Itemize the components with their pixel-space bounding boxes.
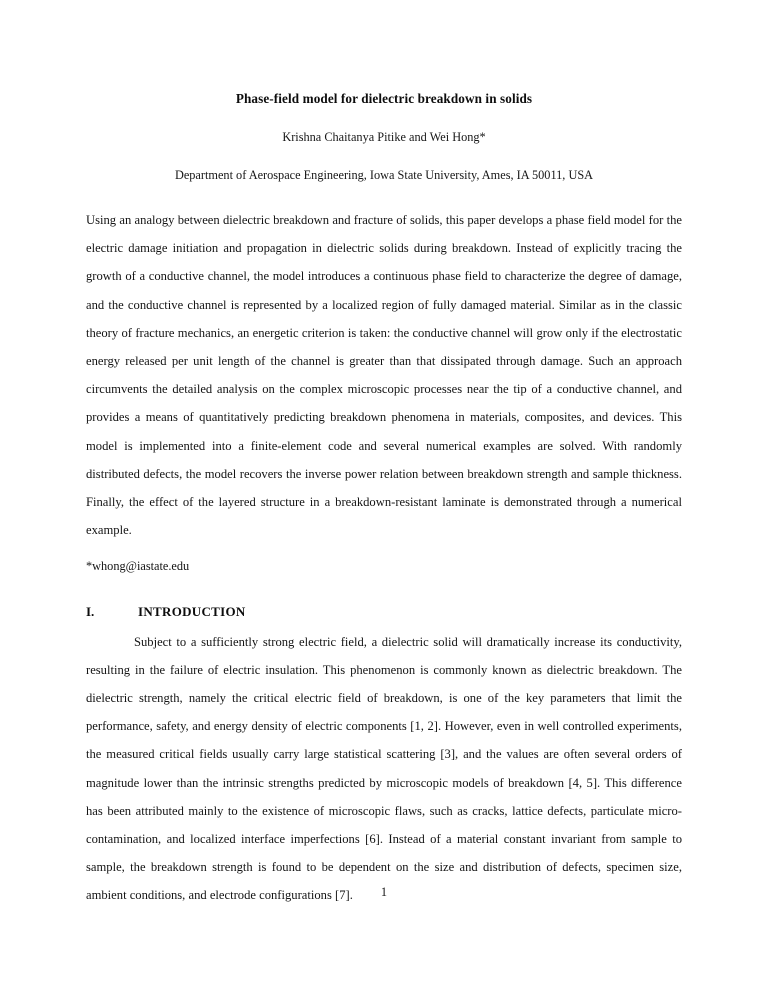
section-title: INTRODUCTION (138, 603, 246, 619)
affiliation-line: Department of Aerospace Engineering, Iowa State University, Ames, IA 50011, USA (174, 168, 594, 182)
page-content (86, 0, 682, 910)
corresponding-author-email: *whong@iastate.edu (86, 559, 190, 574)
section-heading-introduction (86, 581, 682, 622)
page-title: Phase-field model for dielectric breakdown in solids (235, 91, 533, 106)
introduction-paragraph: Subject to a sufficiently strong electric field, a dielectric solid will dramatically increase its conductivity, resulting in the failure of electric insulation. This phenomenon is commonly known as dielectric breakdown. The dielectric strength, namely the critical electric field of breakdown, is one of the key parameters that limit the performance, safety, and energy density of electric components [1, 2]. However, even in well controlled experiments, the measured critical fields usually carry large statistical scattering [3], and the values are often several orders of magnitude lower than the intrinsic strengths predicted by microscopic models of breakdown [4, 5]. This difference has been attributed mainly to the existence of microscopic flaws, such as cracks, lattice defects, particulate micro-contamination, and localized interface imperfections [6]. Instead of a material constant invariant from sample to sample, the breakdown strength is found to be dependent on the size and distribution of defects, specimen size, ambient conditions, and electrode configurations [7]. (86, 634, 682, 903)
author-list: Krishna Chaitanya Pitike and Wei Hong* (282, 130, 486, 144)
page-number: 1 (380, 885, 388, 899)
section-number: I. (86, 603, 95, 619)
abstract-paragraph: Using an analogy between dielectric breakdown and fracture of solids, this paper develops a phase field model for the electric damage initiation and propagation in dielectric solids during breakdown. Instead of explicitly tracing the growth of a conductive channel, the model introduces a continuous phase field to characterize the degree of damage, and the conductive channel is represented by a localized region of fully damaged material. Similar as in the classic theory of fracture mechanics, an energetic criterion is taken: the conductive channel will grow only if the electrostatic energy released per unit length of the channel is greater than that dissipated through damage. Such an approach circumvents the detailed analysis on the complex microscopic processes near the tip of a conductive channel, and provides a means of quantitatively predicting breakdown phenomena in materials, composites, and devices. This model is implemented into a finite-element code and several numerical examples are solved. With randomly distributed defects, the model recovers the inverse power relation between breakdown strength and sample thickness. Finally, the effect of the layered structure in a breakdown-resistant laminate is demonstrated through a numerical example. (86, 213, 682, 538)
